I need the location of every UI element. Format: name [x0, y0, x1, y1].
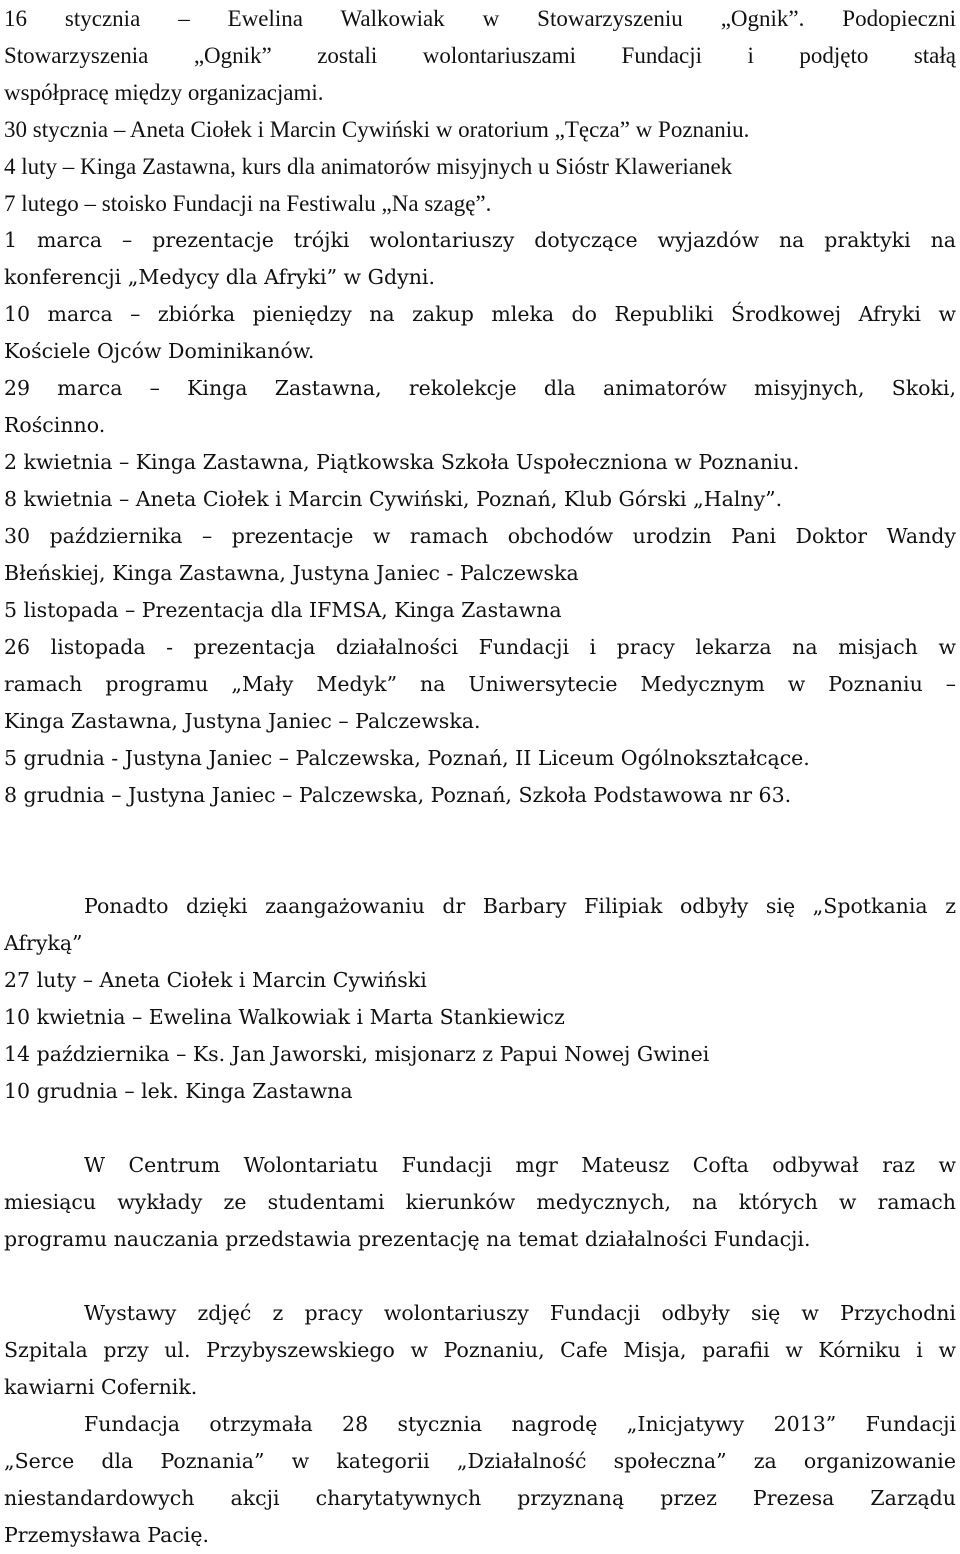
meeting-item: 10 kwietnia – Ewelina Walkowiak i Marta Stankiewicz — [4, 1005, 565, 1029]
event-line: 30 października – prezentacje w ramach obchodów urodzin Pani Doktor Wandy — [4, 524, 956, 548]
section-gap — [4, 814, 956, 888]
event-line: 1 marca – prezentacje trójki wolontariuszy dotyczące wyjazdów na praktyki na — [4, 228, 956, 252]
paragraph-line: Przemysława Pacię. — [4, 1523, 209, 1547]
paragraph-line: programu nauczania przedstawia prezentację na temat działalności Fundacji. — [4, 1227, 811, 1251]
event-line: 8 grudnia – Justyna Janiec – Palczewska, Poznań, Szkoła Podstawowa nr 63. — [4, 783, 792, 807]
event-line: współpracę między organizacjami. — [4, 80, 324, 105]
paragraph-line: kawiarni Cofernik. — [4, 1375, 198, 1399]
meetings-intro-line: Afryką” — [4, 931, 83, 955]
event-line: 5 listopada – Prezentacja dla IFMSA, Kinga Zastawna — [4, 598, 562, 622]
volunteer-center-paragraph — [4, 1147, 956, 1258]
paragraph-line: miesiącu wykłady ze studentami kierunków medycznych, na których w ramach — [4, 1190, 956, 1214]
event-line: Kinga Zastawna, Justyna Janiec – Palczewska. — [4, 709, 481, 733]
paragraph-line: „Serce dla Poznania” w kategorii „Działalność społeczna” za organizowanie — [4, 1449, 956, 1473]
event-line: 2 kwietnia – Kinga Zastawna, Piątkowska Szkoła Uspołeczniona w Poznaniu. — [4, 450, 800, 474]
event-line: 26 listopada - prezentacja działalności Fundacji i pracy lekarza na misjach w — [4, 635, 956, 659]
meeting-item: 27 luty – Aneta Ciołek i Marcin Cywiński — [4, 968, 427, 992]
event-line: ramach programu „Mały Medyk” na Uniwersytecie Medycznym w Poznaniu – — [4, 672, 956, 696]
event-line: 7 lutego – stoisko Fundacji na Festiwalu „Na szagę”. — [4, 191, 492, 216]
meeting-item: 10 grudnia – lek. Kinga Zastawna — [4, 1079, 353, 1103]
paragraph-line: Fundacja otrzymała 28 stycznia nagrodę „Inicjatywy 2013” Fundacji — [84, 1412, 956, 1436]
award-paragraph — [4, 1406, 956, 1554]
event-line: 4 luty – Kinga Zastawna, kurs dla animatorów misyjnych u Sióstr Klawerianek — [4, 154, 733, 179]
event-line: 8 kwietnia – Aneta Ciołek i Marcin Cywiński, Poznań, Klub Górski „Halny”. — [4, 487, 783, 511]
event-line: 5 grudnia - Justyna Janiec – Palczewska, Poznań, II Liceum Ogólnokształcące. — [4, 746, 810, 770]
event-line: 30 stycznia – Aneta Ciołek i Marcin Cywiński w oratorium „Tęcza” w Poznaniu. — [4, 117, 750, 142]
event-line: Rościnno. — [4, 413, 106, 437]
paragraph-line: Wystawy zdjęć z pracy wolontariuszy Fundacji odbyły się w Przychodni — [84, 1301, 956, 1325]
section-gap — [4, 1258, 956, 1295]
document-page — [4, 0, 956, 1554]
meetings-intro-line: Ponadto dzięki zaangażowaniu dr Barbary Filipiak odbyły się „Spotkania z — [84, 894, 956, 918]
event-line: 10 marca – zbiórka pieniędzy na zakup mleka do Republiki Środkowej Afryki w — [4, 302, 956, 326]
section-gap — [4, 1110, 956, 1147]
event-line: konferencji „Medycy dla Afryki” w Gdyni. — [4, 265, 435, 289]
paragraph-line: W Centrum Wolontariatu Fundacji mgr Mateusz Cofta odbywał raz w — [84, 1153, 956, 1177]
event-line: Stowarzyszenia „Ognik” zostali wolontariuszami Fundacji i podjęto stałą — [4, 43, 956, 68]
exhibitions-paragraph — [4, 1295, 956, 1406]
event-line: 29 marca – Kinga Zastawna, rekolekcje dla animatorów misyjnych, Skoki, — [4, 376, 956, 400]
events-list — [4, 0, 956, 814]
event-line: Błeńskiej, Kinga Zastawna, Justyna Janiec - Palczewska — [4, 561, 579, 585]
event-line: 16 stycznia – Ewelina Walkowiak w Stowarzyszeniu „Ognik”. Podopieczni — [4, 6, 956, 31]
meetings-section — [4, 888, 956, 1110]
event-line: Kościele Ojców Dominikanów. — [4, 339, 315, 363]
paragraph-line: Szpitala przy ul. Przybyszewskiego w Poznaniu, Cafe Misja, parafii w Kórniku i w — [4, 1338, 956, 1362]
meeting-item: 14 października – Ks. Jan Jaworski, misjonarz z Papui Nowej Gwinei — [4, 1042, 710, 1066]
paragraph-line: niestandardowych akcji charytatywnych przyznaną przez Prezesa Zarządu — [4, 1486, 956, 1510]
